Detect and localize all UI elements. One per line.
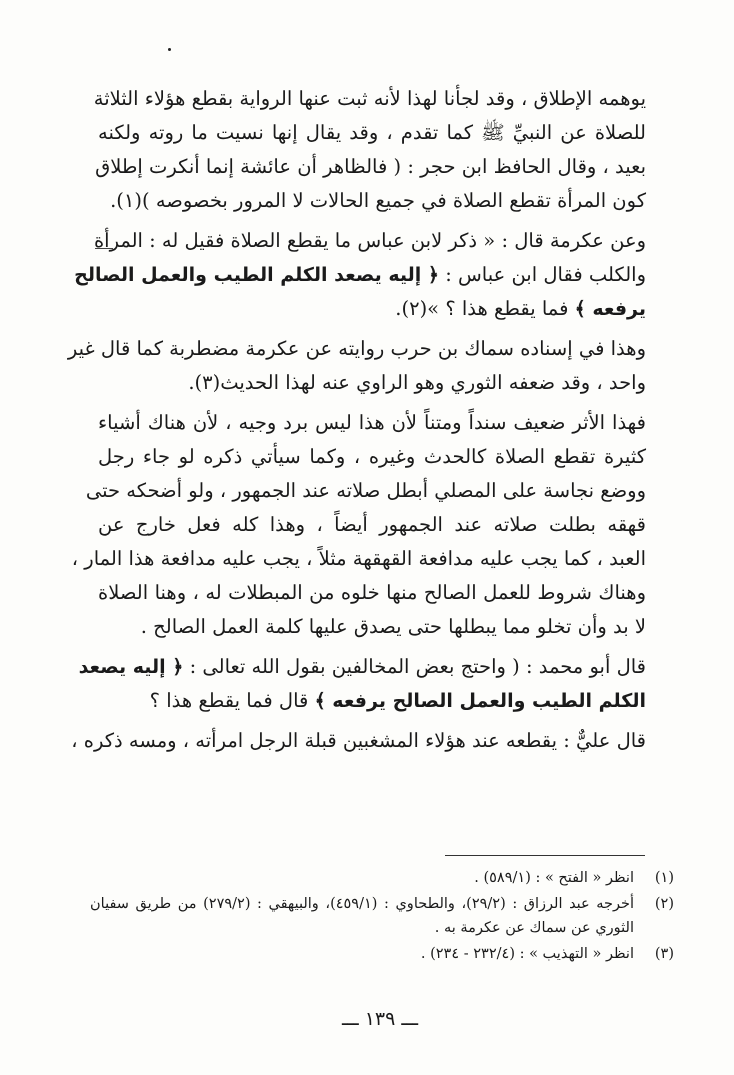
- paragraph-5: [78, 650, 646, 718]
- text-line: [98, 292, 646, 326]
- quran-quote: ﴿ إليه يصعد الكلم الطيب والعمل الصالح: [74, 264, 440, 286]
- footnote: [90, 942, 674, 966]
- text-segment: والكلب فقال ابن عباس :: [445, 263, 646, 286]
- text-line: وهناك شروط للعمل الصالح منها خلوه من المبطلات له ، وهنا الصلاة: [98, 581, 646, 604]
- text-segment: قال أبو محمد : ( واحتج بعض المخالفين بقول الله تعالى :: [189, 655, 646, 678]
- text-line: العبد ، كما يجب عليه مدافعة القهقهة مثلاً ، يجب عليه مدافعة هذا المار ،: [71, 547, 646, 570]
- text-line: للصلاة عن النبيِّ ﷺ كما تقدم ، وقد يقال إنها نسيت ما روته ولكنه: [98, 121, 646, 144]
- paragraph-1: [93, 82, 646, 218]
- footnote-separator: [445, 855, 645, 856]
- text-line: بعيد ، وقال الحافظ ابن حجر : ( فالظاهر أن عائشة إنما أنكرت إطلاق: [95, 155, 646, 178]
- text-line: وهذا في إسناده سماك بن حرب روايته عن عكرمة مضطربة كما قال غير: [67, 337, 646, 360]
- footnotes: [90, 866, 674, 968]
- paragraph-2: [74, 224, 646, 326]
- text-line: [78, 650, 646, 684]
- text-line: واحد ، وقد ضعفه الثوري وهو الراوي عنه لهذا الحديث(٣).: [188, 371, 646, 394]
- text-line: كون المرأة تقطع الصلاة في جميع الحالات لا المرور بخصوصه )(١).: [110, 189, 646, 212]
- quran-quote: الكلم الطيب والعمل الصالح يرفعه ﴾: [314, 690, 646, 712]
- footnote-number: (١): [654, 870, 674, 886]
- footnote-number: (٢): [654, 896, 674, 912]
- footnote-text: أخرجه عبد الرزاق : (٢٩/٢)، والطحاوي : (٤٥٩/١)، والبيهقي : (٢٧٩/٢) من طريق سفيان الثوري عن سماك عن عكرمة به .: [90, 896, 635, 936]
- paragraph-4: [71, 406, 646, 644]
- footnote: [90, 892, 674, 940]
- text-line: [98, 684, 646, 718]
- text-line: يوهمه الإطلاق ، وقد لجأنا لهذا لأنه ثبت عنها الرواية بقطع هؤلاء الثلاثة: [93, 87, 646, 110]
- quran-quote: ﴿ إليه يصعد: [78, 656, 184, 678]
- footnote-number: (٣): [654, 946, 674, 962]
- text-line: فهذا الأثر ضعيف سنداً ومتناً لأن هذا ليس برد وجيه ، لأن هناك أشياء: [98, 411, 646, 434]
- quran-quote: يرفعه ﴾: [574, 298, 646, 320]
- footnote-text: انظر « الفتح » : (٥٨٩/١) .: [474, 870, 634, 886]
- text-segment: فما يقطع هذا ؟ »(٢).: [395, 297, 575, 320]
- page-number: ـــ ١٣٩ ـــ: [341, 1008, 419, 1030]
- text-line: [74, 258, 646, 292]
- main-text: [67, 82, 646, 764]
- footnote: [90, 866, 674, 890]
- footnote-text: انظر « التهذيب » : (٢٣٢/٤ - ٢٣٤) .: [420, 946, 634, 962]
- page-dot-mark: [168, 48, 171, 51]
- text-line: قهقه بطلت صلاته عند الجمهور أيضاً ، وهذا كله فعل خارج عن: [98, 513, 646, 536]
- text-line: ووضع نجاسة على المصلي أبطل صلاته عند الجمهور ، ولو أضحكه حتى: [85, 479, 646, 502]
- text-line: قال عليٌّ : يقطعه عند هؤلاء المشغبين قبلة الرجل امرأته ، ومسه ذكره ،: [71, 729, 646, 752]
- text-line: كثيرة تقطع الصلاة كالحدث وغيره ، وكما سيأتي ذكره لو جاء رجل: [98, 445, 646, 468]
- text-segment: قال فما يقطع هذا ؟: [149, 689, 315, 712]
- text-line: لا بد وأن تخلو مما يبطلها حتى يصدق عليها كلمة العمل الصالح .: [140, 615, 646, 638]
- text-line: وعن عكرمة قال : « ذكر لابن عباس ما يقطع الصلاة فقيل له : المرأة: [93, 229, 646, 252]
- paragraph-6: [71, 724, 646, 758]
- paragraph-3: [67, 332, 646, 400]
